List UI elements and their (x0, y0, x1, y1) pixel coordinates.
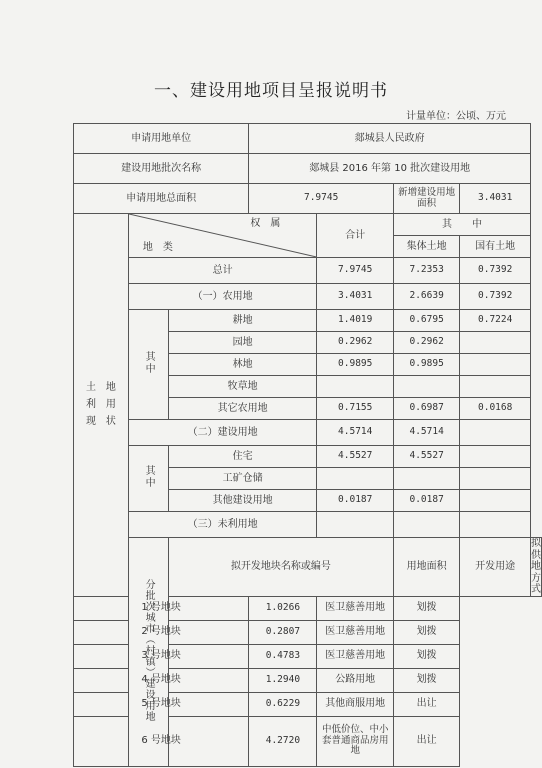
table-row (74, 310, 542, 332)
construction-sub-label (128, 446, 168, 512)
cell-state (460, 420, 531, 446)
table-row (74, 512, 542, 538)
row-label: （三）未利用地 (128, 512, 317, 538)
parcel-area: 4.2720 (249, 716, 317, 766)
cell-state: 0.7392 (460, 258, 531, 284)
landuse-side-label (74, 214, 129, 597)
cell-state: 0.0168 (460, 398, 531, 420)
row-label: 牧草地 (168, 376, 317, 398)
cell-collective: 2.6639 (393, 284, 459, 310)
parcel-name-header: 拟开发地块名称或编号 (168, 538, 393, 597)
parcel-supply: 划拨 (393, 644, 459, 668)
new-area-label: 新增建设用地面积 (393, 184, 459, 214)
total-area-label: 申请用地总面积 (74, 184, 249, 214)
landuse-side-line-3: 现 状 (85, 416, 116, 428)
cell-total: 7.9745 (317, 258, 394, 284)
parcel-area-header: 用地面积 (393, 538, 459, 597)
parcel-use: 医卫慈善用地 (317, 620, 394, 644)
applicant-value: 郯城县人民政府 (249, 124, 531, 154)
cell-collective (393, 512, 459, 538)
cell-collective: 0.9895 (393, 354, 459, 376)
area-row (74, 184, 542, 214)
cell-state (460, 376, 531, 398)
page-title: 一、建设用地项目呈报说明书 (154, 81, 388, 101)
batch-row (74, 154, 542, 184)
row-label: 工矿仓储 (168, 468, 317, 490)
cell-total: 1.4019 (317, 310, 394, 332)
table-row (74, 284, 542, 310)
parcel-name: 3 号地块 (74, 644, 249, 668)
cell-state (460, 446, 531, 468)
cell-state (460, 354, 531, 376)
cell-total (317, 376, 394, 398)
parcel-use: 其他商服用地 (317, 692, 394, 716)
agri-sub-label-text: 其中 (143, 350, 155, 375)
cell-state: 0.7224 (460, 310, 531, 332)
cell-state: 0.7392 (460, 284, 531, 310)
parcel-supply: 划拨 (393, 668, 459, 692)
batch-value: 郯城县 2016 年第 10 批次建设用地 (249, 154, 531, 184)
landtype-label: 地 类 (142, 241, 173, 253)
row-label: 住宅 (168, 446, 317, 468)
cell-state (460, 468, 531, 490)
parcel-area: 1.0266 (249, 596, 317, 620)
applicant-label: 申请用地单位 (74, 124, 249, 154)
table-row (74, 446, 542, 468)
batch-label: 建设用地批次名称 (74, 154, 249, 184)
row-label: （一）农用地 (128, 284, 317, 310)
applicant-row (74, 124, 542, 154)
row-label: 总计 (128, 258, 317, 284)
cell-collective: 0.0187 (393, 490, 459, 512)
cell-collective: 7.2353 (393, 258, 459, 284)
cell-total (317, 468, 394, 490)
unit-label: 计量单位：公顷、万元 (406, 111, 506, 122)
parcel-supply: 出让 (393, 692, 459, 716)
cell-collective: 4.5527 (393, 446, 459, 468)
row-label: 其他建设用地 (168, 490, 317, 512)
cell-collective (393, 468, 459, 490)
cell-collective: 4.5714 (393, 420, 459, 446)
parcel-name: 1 号地块 (74, 596, 249, 620)
row-label: （二）建设用地 (128, 420, 317, 446)
collective-column-header: 集体土地 (393, 236, 459, 258)
cell-total: 3.4031 (317, 284, 394, 310)
cell-collective: 0.6987 (393, 398, 459, 420)
parcel-area: 0.6229 (249, 692, 317, 716)
cell-collective: 0.6795 (393, 310, 459, 332)
parcel-use: 医卫慈善用地 (317, 644, 394, 668)
cell-total: 0.7155 (317, 398, 394, 420)
diagonal-header-cell (128, 214, 317, 258)
row-label: 林地 (168, 354, 317, 376)
cell-collective (393, 376, 459, 398)
parcel-header-row (74, 538, 542, 597)
landuse-side-line-1: 土 地 (85, 382, 116, 394)
parcel-area: 0.4783 (249, 644, 317, 668)
project-table (73, 123, 542, 767)
landuse-side-line-2: 利 用 (85, 399, 116, 411)
state-column-header: 国有土地 (460, 236, 531, 258)
parcel-use: 公路用地 (317, 668, 394, 692)
cell-total: 0.9895 (317, 354, 394, 376)
total-area-value: 7.9745 (249, 184, 394, 214)
row-label: 其它农用地 (168, 398, 317, 420)
table-row (74, 420, 542, 446)
cell-collective: 0.2962 (393, 332, 459, 354)
parcel-name: 2 号地块 (74, 620, 249, 644)
parcel-name: 6 号地块 (74, 716, 249, 766)
parcel-area: 1.2940 (249, 668, 317, 692)
cell-total: 0.0187 (317, 490, 394, 512)
cell-state (460, 490, 531, 512)
parcel-supply: 划拨 (393, 596, 459, 620)
parcel-use: 医卫慈善用地 (317, 596, 394, 620)
parcel-supply: 出让 (393, 716, 459, 766)
landuse-header-row-1 (74, 214, 542, 236)
parcel-name: 4 号地块 (74, 668, 249, 692)
cell-state (460, 512, 531, 538)
cell-state (460, 332, 531, 354)
parcel-supply: 划拨 (393, 620, 459, 644)
parcel-use-header: 开发用途 (460, 538, 531, 597)
parcel-name: 5 号地块 (74, 692, 249, 716)
cell-total (317, 512, 394, 538)
row-label: 园地 (168, 332, 317, 354)
parcel-supply-header: 拟供地方式 (531, 538, 541, 595)
agri-sub-label (128, 310, 168, 420)
new-area-value: 3.4031 (460, 184, 531, 214)
total-column-header: 合计 (317, 214, 394, 258)
parcel-side-label-text: 分批次城市（村镇）建设用地 (143, 578, 155, 722)
of-which-header: 其 中 (393, 214, 530, 236)
cell-total: 4.5527 (317, 446, 394, 468)
cell-total: 0.2962 (317, 332, 394, 354)
row-label: 耕地 (168, 310, 317, 332)
construction-sub-label-text: 其中 (143, 464, 155, 489)
parcel-area: 0.2807 (249, 620, 317, 644)
parcel-use: 中低价位、中小套普通商品房用地 (317, 716, 394, 766)
ownership-label: 权 属 (250, 218, 281, 229)
cell-total: 4.5714 (317, 420, 394, 446)
table-row (74, 258, 542, 284)
